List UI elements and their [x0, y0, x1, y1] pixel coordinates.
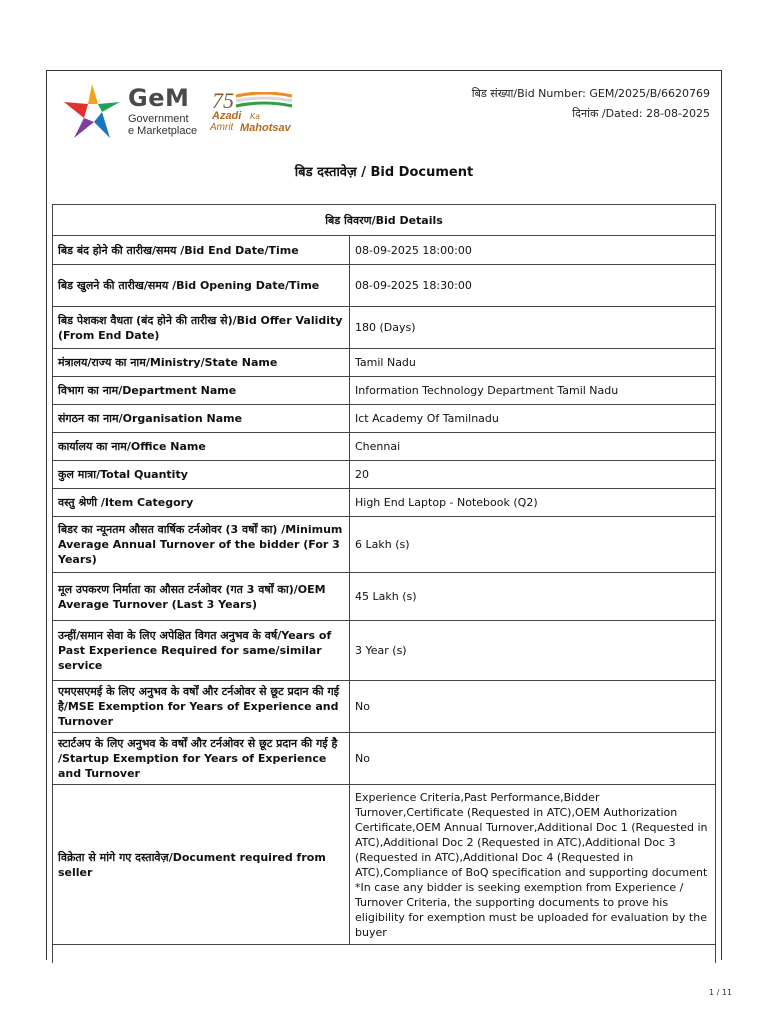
row-label: बिडर का न्यूनतम औसत वार्षिक टर्नओवर (3 वर्षों का) /Minimum Average Annual Turnover of the bidder (For 3 Years) [53, 517, 350, 573]
row-value: Chennai [350, 433, 716, 461]
table-row [53, 621, 716, 681]
empty-cell [53, 945, 716, 963]
table-row [53, 681, 716, 733]
gem-logo [62, 82, 202, 142]
row-value: 180 (Days) [350, 307, 716, 349]
azadi-word-3: Amrit [210, 122, 234, 133]
table-row [53, 265, 716, 307]
table-heading: बिड विवरण/Bid Details [53, 205, 716, 236]
row-value: 20 [350, 461, 716, 489]
row-label: बिड बंद होने की तारीख/समय /Bid End Date/Time [53, 236, 350, 265]
azadi-75-mark: 75 [212, 88, 234, 113]
row-value: 3 Year (s) [350, 621, 716, 681]
bid-meta [472, 84, 710, 124]
row-label: विभाग का नाम/Department Name [53, 377, 350, 405]
row-value: Experience Criteria,Past Performance,Bidder Turnover,Certificate (Requested in ATC),OEM Authorization Certificate,OEM Annual Turnover,Additional Doc 1 (Requested in ATC),Additional Doc 2 (Requested in ATC),Additional Doc 3 (Requested in ATC),Additional Doc 4 (Requested in ATC),Compliance of BoQ specification and supporting document *In case any bidder is seeking exemption from Experience / Turnover Criteria, the supporting documents to prove his eligibility for exemption must be uploaded for evaluation by the buyer [350, 785, 716, 945]
row-value: 45 Lakh (s) [350, 573, 716, 621]
azadi-word-2: Ka [250, 112, 260, 121]
table-row [53, 733, 716, 785]
row-label: बिड पेशकश वैधता (बंद होने की तारीख से)/Bid Offer Validity (From End Date) [53, 307, 350, 349]
gem-subtitle-2: e Marketplace [128, 125, 198, 137]
table-heading-row [53, 205, 716, 236]
bid-number: बिड संख्या/Bid Number: GEM/2025/B/6620769 [471, 87, 710, 100]
table-row [53, 307, 716, 349]
table-row [53, 573, 716, 621]
row-label: मंत्रालय/राज्य का नाम/Ministry/State Name [53, 349, 350, 377]
row-value: No [350, 733, 716, 785]
row-label: बिड खुलने की तारीख/समय /Bid Opening Date/Time [53, 265, 350, 307]
row-value: Information Technology Department Tamil Nadu [350, 377, 716, 405]
row-label: एमएसएमई के लिए अनुभव के वर्षों और टर्नओवर से छूट प्रदान की गई है/MSE Exemption for Years of Experience and Turnover [53, 681, 350, 733]
row-label: वस्तु श्रेणी /Item Category [53, 489, 350, 517]
gem-title: GeM [128, 84, 190, 112]
bid-date: दिनांक /Dated: 28-08-2025 [572, 107, 710, 120]
row-value: Ict Academy Of Tamilnadu [350, 405, 716, 433]
azadi-word-1: Azadi [212, 110, 242, 122]
row-label: कार्यालय का नाम/Office Name [53, 433, 350, 461]
table-row [53, 236, 716, 265]
row-label: कुल मात्रा/Total Quantity [53, 461, 350, 489]
row-value: Tamil Nadu [350, 349, 716, 377]
page-indicator: 1 / 11 [708, 988, 732, 997]
gem-star-icon [62, 82, 124, 142]
table-row-empty [53, 945, 716, 963]
row-value: 6 Lakh (s) [350, 517, 716, 573]
gem-subtitle-1: Government [128, 113, 189, 125]
table-row [53, 405, 716, 433]
row-value: 08-09-2025 18:00:00 [350, 236, 716, 265]
row-label: मूल उपकरण निर्माता का औसत टर्नओवर (गत 3 वर्षों का)/OEM Average Turnover (Last 3 Years) [53, 573, 350, 621]
table-row [53, 349, 716, 377]
table-row [53, 377, 716, 405]
row-label: उन्हीं/समान सेवा के लिए अपेक्षित विगत अनुभव के वर्ष/Years of Past Experience Required for same/similar service [53, 621, 350, 681]
row-value: No [350, 681, 716, 733]
row-label: संगठन का नाम/Organisation Name [53, 405, 350, 433]
row-value: High End Laptop - Notebook (Q2) [350, 489, 716, 517]
bid-details-table [52, 204, 716, 963]
azadi-word-4: Mahotsav [240, 122, 291, 134]
row-label: स्टार्टअप के लिए अनुभव के वर्षों और टर्नओवर से छूट प्रदान की गई है /Startup Exemption for Years of Experience and Turnover [53, 733, 350, 785]
row-value: 08-09-2025 18:30:00 [350, 265, 716, 307]
table-row [53, 785, 716, 945]
document-title: बिड दस्तावेज़ / Bid Document [294, 165, 474, 180]
table-row [53, 461, 716, 489]
table-row [53, 517, 716, 573]
table-row [53, 433, 716, 461]
table-row [53, 489, 716, 517]
azadi-ka-amrit-mahotsav-logo [210, 88, 300, 134]
flag-stripes-icon [234, 92, 294, 108]
row-label: विक्रेता से मांगे गए दस्तावेज़/Document required from seller [53, 785, 350, 945]
